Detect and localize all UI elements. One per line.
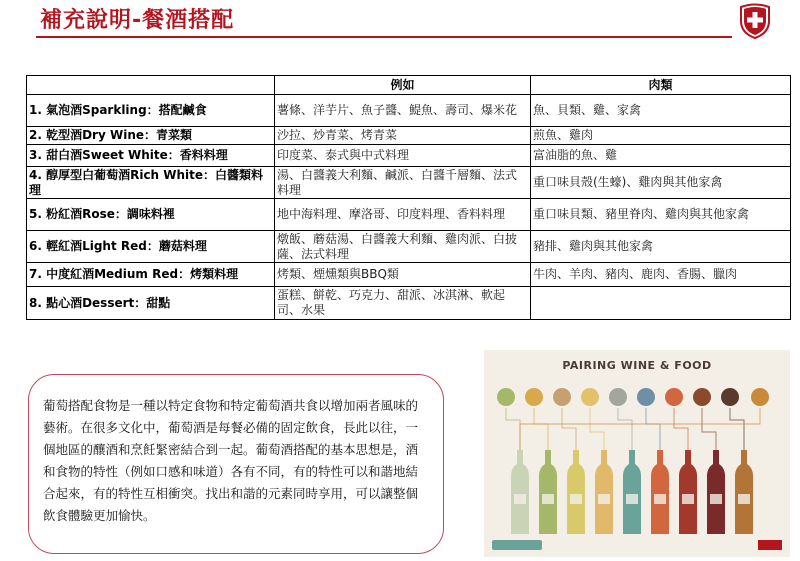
wine-cell: 1. 氣泡酒Sparkling：搭配鹹食: [27, 95, 275, 127]
wine-cell: 4. 醇厚型白葡萄酒Rich White：白醬類料理: [27, 167, 275, 199]
table-row: [27, 199, 791, 231]
bottle-label: [682, 494, 694, 504]
wine-bottle-neck: [629, 450, 635, 464]
food-icon: [497, 388, 515, 406]
connector-line: [590, 408, 604, 450]
connector-line: [730, 408, 744, 450]
connector-line: [534, 408, 548, 450]
wine-cell: 6. 輕紅酒Light Red：蘑菇料理: [27, 231, 275, 263]
food-icon: [525, 388, 543, 406]
examples-cell: 地中海料理、摩洛哥、印度料理、香料料理: [275, 199, 531, 231]
wine-cell: 3. 甜白酒Sweet White：香料料理: [27, 145, 275, 167]
swiss-cross-shield-icon: [739, 3, 771, 39]
meats-cell: 重口味貝類、豬里脊肉、雞肉與其他家禽: [531, 199, 791, 231]
food-icon: [553, 388, 571, 406]
wine-pairing-table: [26, 75, 791, 320]
page-title: 補充說明-餐酒搭配: [40, 8, 235, 33]
header-meats: 肉類: [531, 76, 791, 95]
bottle-label: [738, 494, 750, 504]
meats-cell: 富油脂的魚、雞: [531, 145, 791, 167]
food-icon: [637, 388, 655, 406]
meats-cell: [531, 287, 791, 320]
bottle-label: [710, 494, 722, 504]
food-icon: [609, 388, 627, 406]
examples-cell: 印度菜、泰式與中式料理: [275, 145, 531, 167]
connector-line: [520, 408, 760, 450]
wine-cell: 5. 粉紅酒Rose：調味料裡: [27, 199, 275, 231]
meats-cell: 豬排、雞肉與其他家禽: [531, 231, 791, 263]
brand-logo: [758, 540, 782, 550]
bottle-label: [598, 494, 610, 504]
food-icon: [721, 388, 739, 406]
pairing-wine-food-poster: [484, 350, 790, 557]
meats-cell: 煎魚、雞肉: [531, 127, 791, 145]
bottle-label: [570, 494, 582, 504]
examples-cell: 薯條、洋芋片、魚子醬、鯷魚、壽司、爆米花: [275, 95, 531, 127]
food-icon: [751, 388, 769, 406]
connector-line: [674, 408, 688, 450]
table-row: [27, 167, 791, 199]
wine-bottle-neck: [713, 450, 719, 464]
table-row: [27, 145, 791, 167]
connector-line: [506, 408, 520, 450]
wine-cell: 8. 點心酒Dessert：甜點: [27, 287, 275, 320]
food-icon: [665, 388, 683, 406]
examples-cell: 湯、白醬義大利麵、鹹派、白醬千層麵、法式料理: [275, 167, 531, 199]
bottle-label: [542, 494, 554, 504]
wine-bottle-neck: [685, 450, 691, 464]
wine-bottle-neck: [573, 450, 579, 464]
food-icon: [581, 388, 599, 406]
meats-cell: 重口味貝殼(生蠔)、雞肉與其他家禽: [531, 167, 791, 199]
poster-illustration: [484, 350, 790, 557]
wine-bottle-neck: [741, 450, 747, 464]
table-row: [27, 231, 791, 263]
table-header-row: [27, 76, 791, 95]
table-row: [27, 95, 791, 127]
examples-cell: 燉飯、蘑菇湯、白醬義大利麵、雞肉派、白披薩、法式料理: [275, 231, 531, 263]
examples-cell: 烤類、煙燻類與BBQ類: [275, 263, 531, 287]
wine-cell: 2. 乾型酒Dry Wine：青菜類: [27, 127, 275, 145]
wine-bottle-neck: [601, 450, 607, 464]
wine-bottle-neck: [545, 450, 551, 464]
examples-cell: 蛋糕、餅乾、巧克力、甜派、冰淇淋、軟起司、水果: [275, 287, 531, 320]
connector-line: [646, 408, 660, 450]
wine-bottle-neck: [517, 450, 523, 464]
wine-pairing-note: 葡萄搭配食物是一種以特定食物和特定葡萄酒共食以增加兩者風味的藝術。在很多文化中，葡萄酒是每餐必備的固定飲食，長此以往，一個地區的釀酒和烹飪緊密結合到一起。葡萄酒搭配的基本思想是，酒和食物的特性（例如口感和味道）各有不同，有的特性可以和諧地結合起來，有的特性互相衝突。找出和諧的元素同時享用，可以讓整個飲食體驗更加愉快。: [28, 374, 444, 554]
footer-banner: [492, 540, 542, 550]
bottle-label: [654, 494, 666, 504]
connector-line: [618, 408, 632, 450]
title-rule: [36, 36, 732, 38]
table-row: [27, 287, 791, 320]
meats-cell: 魚、貝類、雞、家禽: [531, 95, 791, 127]
wine-bottle-neck: [657, 450, 663, 464]
poster-title: PAIRING WINE & FOOD: [562, 359, 712, 372]
connector-line: [562, 408, 576, 450]
bottle-label: [626, 494, 638, 504]
examples-cell: 沙拉、炒青菜、烤青菜: [275, 127, 531, 145]
table-row: [27, 263, 791, 287]
wine-cell: 7. 中度紅酒Medium Red：烤類料理: [27, 263, 275, 287]
table-row: [27, 127, 791, 145]
food-icon: [693, 388, 711, 406]
header-examples: 例如: [275, 76, 531, 95]
meats-cell: 牛肉、羊肉、豬肉、鹿肉、香腸、臘肉: [531, 263, 791, 287]
bottle-label: [514, 494, 526, 504]
connector-line: [702, 408, 716, 450]
header-wine: [27, 76, 275, 95]
